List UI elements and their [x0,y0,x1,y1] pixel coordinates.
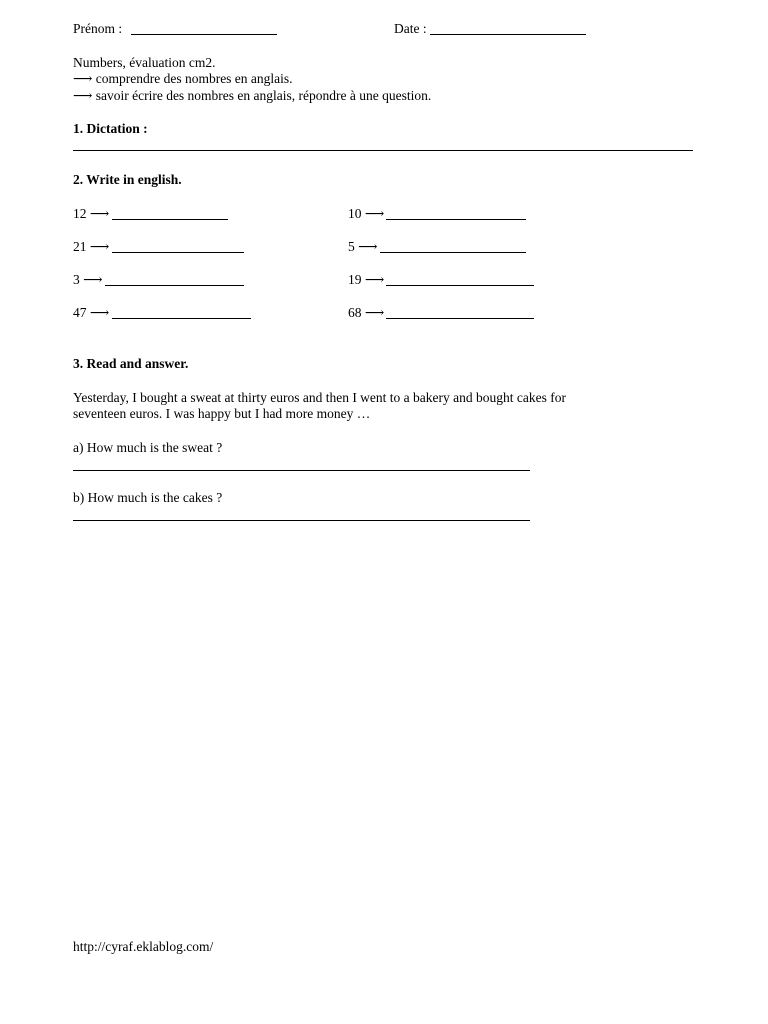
number-item-3: 3 ⟶ [73,272,106,287]
number-item-5: 5 ⟶ [348,239,381,254]
answer-line-68[interactable] [386,318,534,319]
answer-line-5[interactable] [380,252,526,253]
number-item-12: 12 ⟶ [73,206,113,221]
prenom-label: Prénom : [73,21,126,36]
answer-line-21[interactable] [112,252,244,253]
reading-paragraph-line-1: Yesterday, I bought a sweat at thirty euros and then I went to a bakery and bought cakes for [73,390,566,405]
number-item-10: 10 ⟶ [348,206,388,221]
worksheet-title: Numbers, évaluation cm2. [73,55,216,70]
dictation-answer-line[interactable] [73,150,693,151]
section-3-heading: 3. Read and answer. [73,356,189,371]
answer-line-47[interactable] [112,318,251,319]
answer-line-10[interactable] [386,219,526,220]
footer-url: http://cyraf.eklablog.com/ [73,939,214,954]
section-2-heading: 2. Write in english. [73,172,182,187]
number-item-19: 19 ⟶ [348,272,388,287]
prenom-answer-line[interactable] [131,34,277,35]
objective-2: ⟶ savoir écrire des nombres en anglais, répondre à une question. [73,88,432,103]
reading-paragraph-line-2: seventeen euros. I was happy but I had more money … [73,406,371,421]
question-a: a) How much is the sweat ? [73,440,223,455]
question-b-answer-line[interactable] [73,520,530,521]
objective-1: ⟶ comprendre des nombres en anglais. [73,71,293,86]
answer-line-3[interactable] [105,285,244,286]
number-item-68: 68 ⟶ [348,305,388,320]
number-item-21: 21 ⟶ [73,239,113,254]
question-b: b) How much is the cakes ? [73,490,223,505]
date-label: Date : [394,21,430,36]
section-1-heading: 1. Dictation : [73,121,148,136]
question-a-answer-line[interactable] [73,470,530,471]
number-item-47: 47 ⟶ [73,305,113,320]
date-answer-line[interactable] [430,34,586,35]
answer-line-12[interactable] [112,219,228,220]
answer-line-19[interactable] [386,285,534,286]
